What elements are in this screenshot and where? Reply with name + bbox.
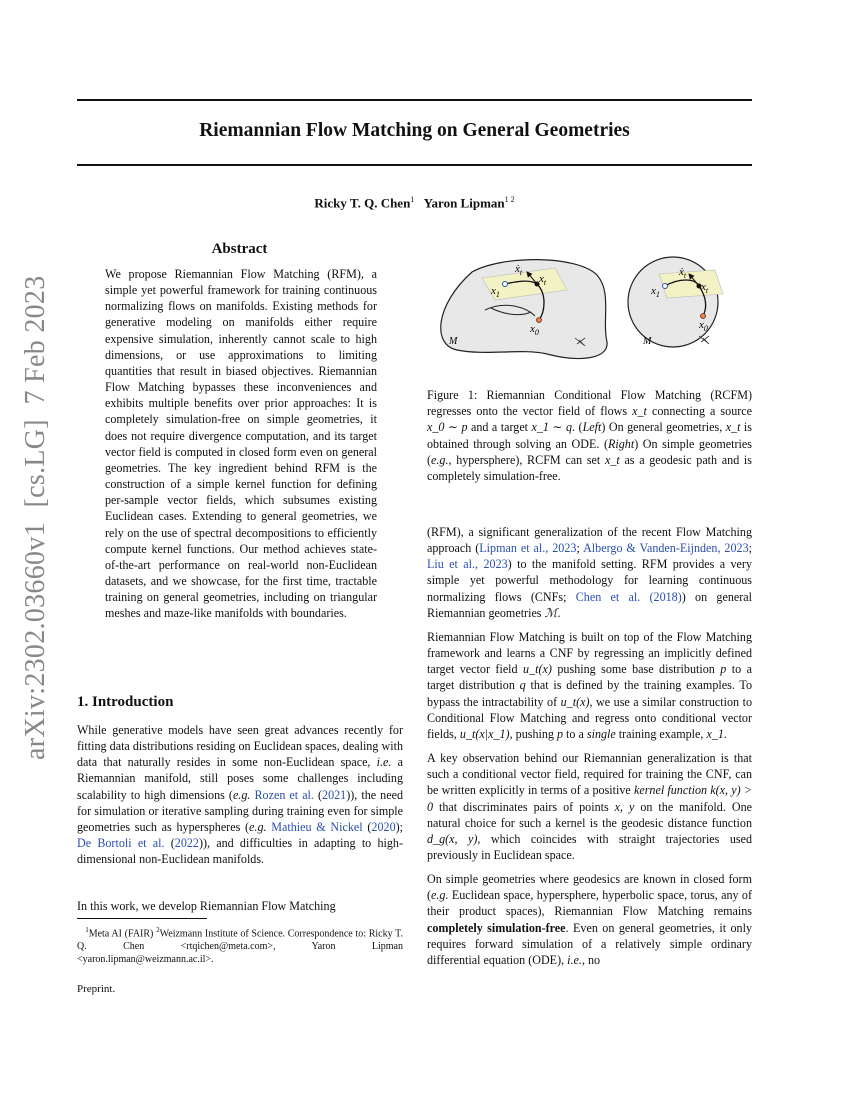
citation-link[interactable]: Rozen et al. (254, 787, 314, 802)
svg-text:xt: $x_t$ (539, 273, 547, 287)
general-manifold (441, 260, 607, 359)
svg-text:x0: $x_0$ (699, 319, 708, 333)
svg-text:xt: $x_t$ (701, 281, 709, 295)
svg-text:M: M (449, 336, 458, 347)
author-name: Yaron Lipman (423, 195, 505, 211)
svg-text:ẋt: ẋ$_t$ (515, 263, 523, 277)
paragraph: Riemannian Flow Matching is built on top of the Flow Matching framework and learns a CNF by regressing an implicitly defined target vector field u_t(x) pushing some base distribution p to a target distribution q that is defined by the training examples. To bypass the intractability of u_t(x), we use a similar construction to Conditional Flow Matching and regress onto conditional vector fields, u_t(x|x_1), pushing p to a single training example, x_1. (427, 629, 753, 741)
paragraph: A key observation behind our Riemannian generalization is that such a conditional vector field, required for training the CNF, can be written explicitly in terms of a positive kernel function k(x, y) > 0 that discriminates pairs of points x, y on the manifold. One natural choice for such a kernel is the geodesic distance function d_g(x, y), which coincides with straight trajectories used previously in Euclidean space. (427, 751, 752, 862)
citation-link[interactable]: (2018) (649, 589, 682, 604)
section-heading: 1. Introduction (77, 694, 174, 710)
citation-link[interactable]: Liu et al., 2023 (427, 557, 508, 572)
citation-link[interactable]: Chen et al. (575, 589, 641, 604)
citation-link[interactable]: 2022 (174, 836, 199, 851)
preprint-note: Preprint. (77, 983, 116, 995)
source-point (503, 282, 508, 287)
top-rule (77, 99, 752, 101)
paragraph: On simple geometries where geodesics are known in closed form (e.g. Euclidean space, hypersphere, hyperbolic space, torus, any of their product spaces), Riemannian Flow Matching remains completely simulation-free. Even on general geometries, it only requires forward simulation of a relatively simple ordinary differential equation (ODE), i.e., no (427, 872, 752, 967)
figure-1 (427, 250, 752, 362)
footnote-rule (77, 918, 207, 919)
citation-link[interactable]: 2021 (322, 787, 347, 802)
right-column (427, 524, 752, 976)
citation-link[interactable]: Albergo & Vanden-Eijnden, 2023 (583, 541, 749, 556)
paper-title: Riemannian Flow Matching on General Geometries (199, 120, 630, 141)
affiliation-mark: 1 2 (504, 195, 515, 204)
svg-text:M: M (643, 336, 652, 347)
sphere-manifold (628, 257, 723, 347)
svg-text:ẋt: ẋ$_t$ (679, 266, 687, 280)
affiliation-mark: 1 (410, 195, 415, 204)
abstract-heading: Abstract (211, 241, 268, 257)
svg-text:x0: $x_0$ (530, 323, 539, 337)
svg-text:x1: $x_1$ (651, 285, 660, 299)
author-list (77, 195, 752, 211)
footnote: $^1$Meta AI (FAIR) $^2$Weizmann Institute of Science. Correspondence to: Ricky T. Q. Chen <rtqichen@meta.com>, Yaron Lipman <yaron.lipman@weizmann.ac.il>. (77, 926, 404, 966)
arxiv-stamp: arXiv:2302.03660v1 [cs.LG] 7 Feb 2023 (20, 275, 51, 760)
intro-paragraph: In this work, we develop Riemannian Flow Matching (77, 899, 336, 913)
citation-link[interactable]: 2020 (371, 819, 396, 834)
title-bottom-rule (77, 164, 752, 166)
citation-link[interactable]: Lipman et al., 2023 (479, 541, 577, 556)
intro-paragraph: While generative models have seen great advances recently for fitting data distributions residing on Euclidean spaces, dealing with data that naturally resides in some non-Euclidean space, i.e. a Riemannian manifold, still poses some challenges including scalability to high dimensions (e.g. Rozen et al. (2021)), the need for simulation or iterative sampling during training even for simple geometries such as hyperspheres (e.g. Mathieu & Nickel (2020); De Bortoli et al. (2022)), and difficulties in adapting to high-dimensional non-Euclidean manifolds. (77, 723, 404, 867)
citation-link[interactable]: Mathieu & Nickel (271, 819, 363, 834)
paragraph: (RFM), a significant generalization of the recent Flow Matching approach (Lipman et al., 2023; Albergo & Vanden-Eijnden, 2023; Liu et al., 2023) to the manifold setting. RFM provides a very simple yet powerful methodology for learning continuous normalizing flows (CNFs; Chen et al. (2018)) on general Riemannian geometries ℳ. (427, 525, 752, 620)
svg-text:x1: $x_1$ (491, 285, 500, 299)
author-name: Ricky T. Q. Chen (314, 195, 411, 211)
citation-link[interactable]: De Bortoli et al. (77, 836, 165, 851)
figure-caption: Figure 1: Riemannian Conditional Flow Matching (RCFM) regresses onto the vector field of flows x_t connecting a source x_0 ∼ p and a target x_1 ∼ q. (Left) On general geometries, x_t is obtained through solving an ODE. (Right) On simple geometries (e.g., hypersphere), RCFM can set x_t as a geodesic path and is completely simulation-free. (427, 388, 752, 484)
target-point (537, 318, 542, 323)
abstract-body: We propose Riemannian Flow Matching (RFM), a simple yet powerful framework for training continuous normalizing flows on manifolds. Existing methods for generative modeling on manifolds either require expensive simulation, inherently cannot scale to high dimensions, or use approximations to limiting quantities that result in biased objectives. Riemannian Flow Matching bypasses these inconveniences and exhibits multiple benefits over prior approaches: It is completely simulation-free on simple geometries, it does not require divergence computation, and its target vector field is computed in closed form even on general geometries. The key ingredient behind RFM is the construction of a simple kernel function for defining per-sample vector fields, which subsumes existing Euclidean cases. Extending to general geometries, we rely on the use of spectral decompositions to efficiently compute kernel functions. Our method achieves state-of-the-art performance on real-world non-Euclidean datasets, and we showcase, for the first time, tractable training on general geometries, including on triangular meshes and maze-like manifolds with boundaries. (105, 267, 377, 621)
